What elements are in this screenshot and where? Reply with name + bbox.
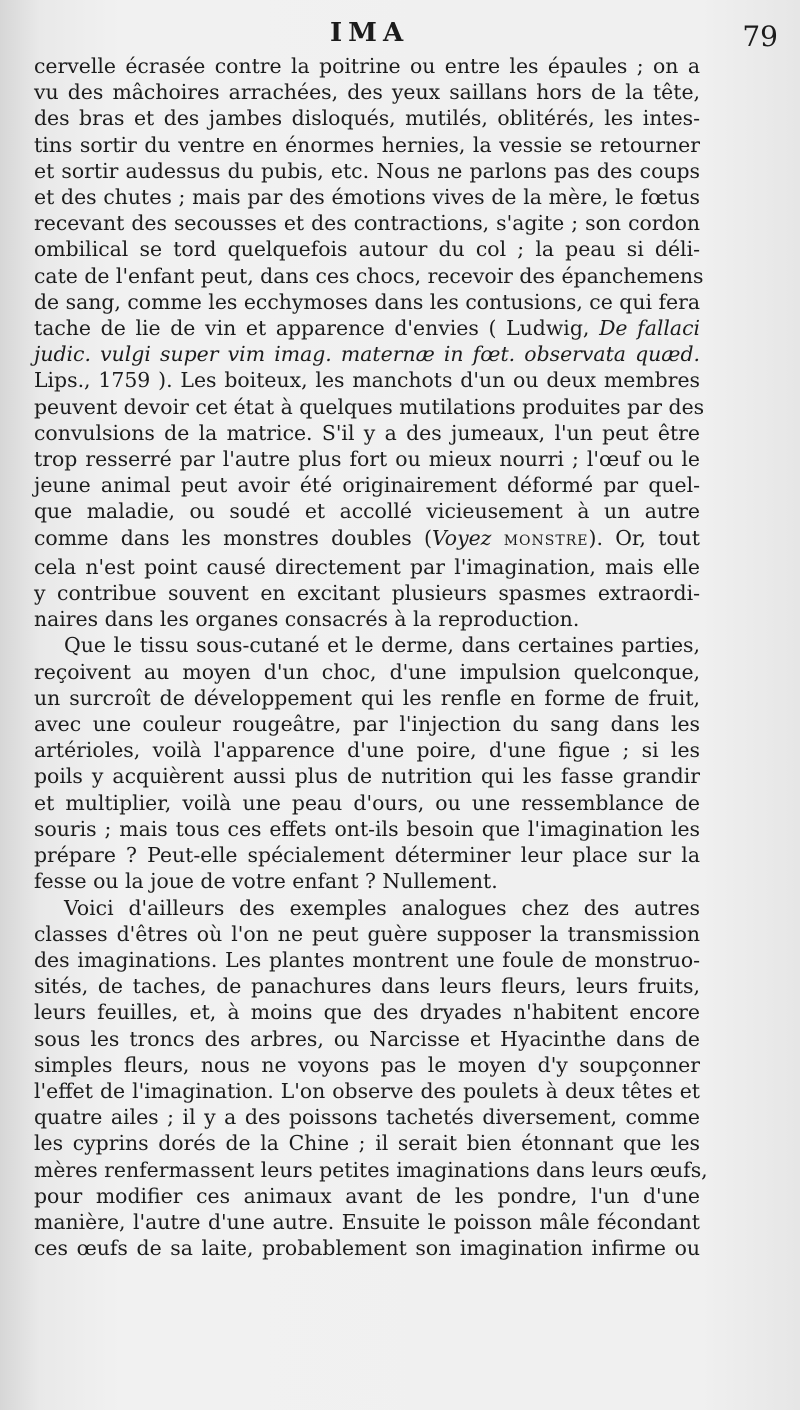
text-line: cervelle écrasée contre la poitrine ou entre les épaules ; on a <box>34 54 700 78</box>
text-line: leurs feuilles, et, à moins que des dryades n'habitent encore <box>34 1000 700 1025</box>
text-line: reçoivent au moyen d'un choc, d'une impulsion quelconque, <box>34 659 700 684</box>
page-header <box>0 12 800 52</box>
text-run: comme dans les monstres doubles ( <box>34 525 432 550</box>
text-line: sous les troncs des arbres, ou Narcisse et Hyacinthe dans de <box>34 1026 700 1051</box>
text-line: classes d'êtres où l'on ne peut guère supposer la transmission <box>34 921 700 946</box>
text-line: artérioles, voilà l'apparence d'une poire, d'une figue ; si les <box>34 738 700 763</box>
text-run: ). Or, tout <box>588 525 701 550</box>
text-line: Voici d'ailleurs des exemples analogues chez des autres <box>64 895 700 920</box>
text-line: Lips., 1759 ). Les boiteux, les manchots d'un ou deux membres <box>34 368 700 393</box>
text-line: trop resserré par l'autre plus fort ou mieux nourri ; l'œuf ou le <box>34 447 700 472</box>
text-line <box>34 315 700 341</box>
text-line: souris ; mais tous ces effets ont-ils besoin que l'imagination les <box>34 816 700 841</box>
text-line: ombilical se tord quelquefois autour du col ; la peau si déli- <box>34 237 700 262</box>
text-line: convulsions de la matrice. S'il y a des jumeaux, l'un peut être <box>34 420 700 445</box>
text-line: recevant des secousses et des contractions, s'agite ; son cordon <box>34 211 700 236</box>
text-line: pour modifier ces animaux avant de les pondre, l'un d'une <box>34 1183 700 1208</box>
text-line: des bras et des jambes disloqués, mutilés, oblitérés, les intes- <box>34 106 700 131</box>
text-line: jeune animal peut avoir été originairement déformé par quel- <box>34 473 700 498</box>
text-line: et des chutes ; mais par des émotions vives de la mère, le fœtus <box>34 185 700 210</box>
text-line: peuvent devoir cet état à quelques mutilations produites par des <box>34 394 705 419</box>
text-line: sités, de taches, de panachures dans leurs fleurs, leurs fruits, <box>34 974 700 999</box>
text-line: que maladie, ou soudé et accollé vicieusement à un autre <box>34 499 700 524</box>
text-line: poils y acquièrent aussi plus de nutrition qui les fasse grandir <box>34 764 700 789</box>
page-number: 79 <box>742 20 778 53</box>
text-line: tins sortir du ventre en énormes hernies, la vessie se retourner <box>34 132 700 157</box>
text-line: cate de l'enfant peut, dans ces chocs, recevoir des épanchemens <box>34 263 704 288</box>
text-line: les cyprins dorés de la Chine ; il serait bien étonnant que les <box>34 1131 700 1156</box>
text-line: avec une couleur rougeâtre, par l'injection du sang dans les <box>34 712 700 737</box>
text-line: simples fleurs, nous ne voyons pas le moyen d'y soupçonner <box>34 1052 700 1077</box>
text-line: et multiplier, voilà une peau d'ours, ou une ressemblance de <box>34 790 700 815</box>
text-line: vu des mâchoires arrachées, des yeux saillans hors de la tête, <box>34 80 700 105</box>
text-line: l'effet de l'imagination. L'on observe des poulets à deux têtes et <box>34 1078 700 1103</box>
text-run: tache de lie de vin et apparence d'envies ( Ludwig, <box>34 316 590 341</box>
cross-reference-target: MONSTRE <box>503 532 589 549</box>
text-line: cela n'est point causé directement par l'imagination, mais elle <box>34 554 700 579</box>
text-line: mères renfermassent leurs petites imaginations dans leurs œufs, <box>34 1157 708 1182</box>
text-line <box>34 525 700 554</box>
text-line: et sortir audessus du pubis, etc. Nous ne parlons pas des coups <box>34 158 700 183</box>
text-line: un surcroît de développement qui les renfle en forme de fruit, <box>34 685 700 710</box>
text-line: Que le tissu sous-cutané et le derme, dans certaines parties, <box>64 633 700 658</box>
body-text <box>34 53 708 1261</box>
text-line: manière, l'autre d'une autre. Ensuite le poisson mâle fécondant <box>34 1209 700 1234</box>
cross-reference: Voyez <box>431 525 492 550</box>
italic-citation-line: judic. vulgi super vim imag. maternæ in fœt. observata quæd. <box>34 342 700 367</box>
running-head: IMA <box>330 18 410 48</box>
text-line: quatre ailes ; il y a des poissons tachetés diversement, comme <box>34 1105 700 1130</box>
text-line: ces œufs de sa laite, probablement son imagination infirme ou <box>34 1236 700 1261</box>
text-line: fesse ou la joue de votre enfant ? Nullement. <box>34 869 498 894</box>
text-line: naires dans les organes consacrés à la reproduction. <box>34 607 580 632</box>
text-line: y contribue souvent en excitant plusieurs spasmes extraordi- <box>34 581 700 606</box>
text-line: de sang, comme les ecchymoses dans les contusions, ce qui fera <box>34 289 700 314</box>
text-line: prépare ? Peut-elle spécialement déterminer leur place sur la <box>34 843 700 868</box>
text-line: des imaginations. Les plantes montrent une foule de monstruo- <box>34 947 700 972</box>
italic-citation: De fallaci <box>599 316 701 341</box>
